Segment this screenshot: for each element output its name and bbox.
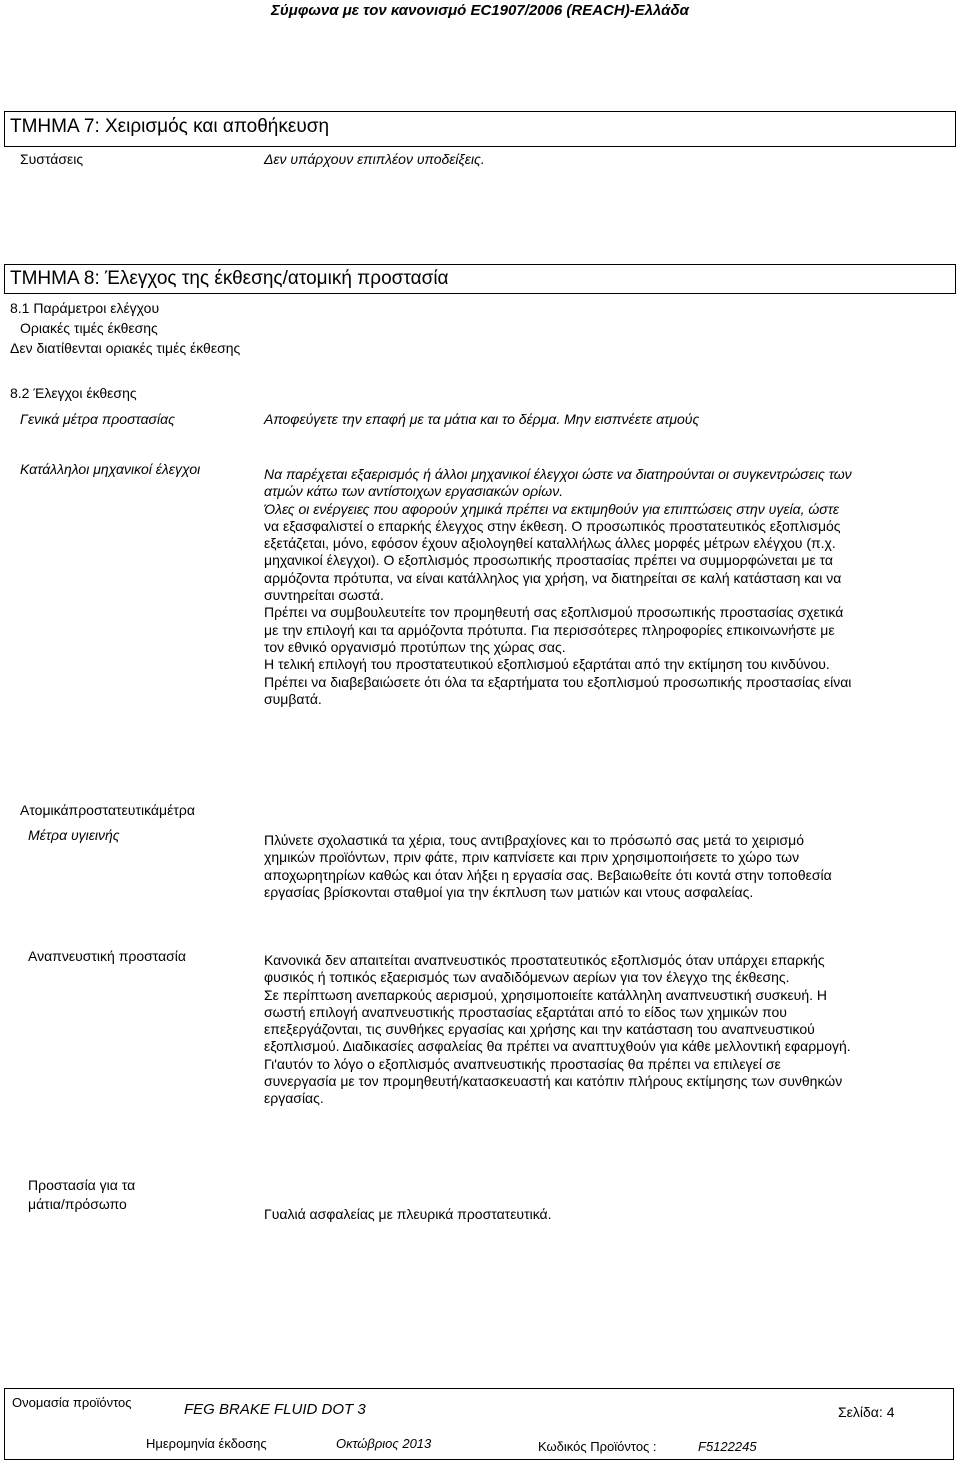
section-7-label: Συστάσεις bbox=[20, 151, 84, 167]
eye-protection-label-line: Προστασία για τα bbox=[28, 1177, 136, 1193]
engineering-line: ατμών κάτω των αντίστοιχων εργασιακών ορίων. bbox=[264, 483, 564, 500]
engineering-line: μηχανικοί έλεγχοι). Ο εξοπλισμός προσωπικής προστασίας πρέπει να συμμορφώνεται με τα bbox=[264, 552, 833, 569]
engineering-line: με την επιλογή και τα αρμόζοντα πρότυπα. Για περισσότερες πληροφορίες επικοινωνήστε με bbox=[264, 621, 835, 638]
subsection-8-1-title: 8.1 Παράμετροι ελέγχου bbox=[10, 300, 160, 316]
product-code-label: Κωδικός Προϊόντος : bbox=[538, 1439, 657, 1454]
respiratory-line: εργασίας. bbox=[264, 1090, 324, 1107]
product-name: FEG BRAKE FLUID DOT 3 bbox=[184, 1401, 366, 1418]
hygiene-line: αποχωρητηρίων καθώς και όταν λήξει η εργασία σας. Βεβαιωθείτε ότι κοντά στην τοποθεσία bbox=[264, 866, 832, 883]
document-header: Σύμφωνα με τον κανονισμό EC1907/2006 (REACH)-Ελλάδα bbox=[271, 2, 689, 19]
section-7-title: ΤΜΗΜΑ 7: Χειρισμός και αποθήκευση bbox=[10, 116, 330, 137]
engineering-line: Η τελική επιλογή του προστατευτικού εξοπλισμού εξαρτάται από την εκτίμηση του κινδύνου. bbox=[264, 656, 830, 673]
product-code: F5122245 bbox=[698, 1439, 757, 1454]
issue-date: Οκτώβριος 2013 bbox=[336, 1436, 432, 1451]
respiratory-line: φυσικός ή τοπικός εξαερισμός των αναδιδόμενων αερίων για τον έλεγχο της έκθεσης. bbox=[264, 969, 790, 986]
product-name-label: Ονομασία προϊόντος bbox=[12, 1395, 132, 1410]
hygiene-line: χημικών προϊόντων, πριν φάτε, πριν καπνίσετε και πριν χρησιμοποιήσετε το χώρο των bbox=[264, 849, 800, 866]
eye-protection-label bbox=[28, 1176, 135, 1214]
engineering-line: αρμόζοντα πρότυπα, να είναι κατάλληλος για χρήση, να διατηρείται σε καλή κατάσταση και να bbox=[264, 569, 842, 586]
engineering-line: Πρέπει να συμβουλευτείτε τον προμηθευτή σας εξοπλισμού προσωπικής προστασίας σχετικά bbox=[264, 604, 844, 621]
eye-protection-label-line: μάτια/πρόσωπο bbox=[28, 1196, 127, 1212]
engineering-line: Πρέπει να διαβεβαιώσετε ότι όλα τα εξαρτήματα του εξοπλισμού προσωπικής προστασίας είναι bbox=[264, 673, 852, 690]
respiratory-line: Σε περίπτωση ανεπαρκούς αερισμού, χρησιμοποιείτε κατάλληλη αναπνευστική συσκευή. Η bbox=[264, 986, 827, 1003]
engineering-controls-label: Κατάλληλοι μηχανικοί έλεγχοι bbox=[20, 461, 201, 477]
hygiene-line: Πλύνετε σχολαστικά τα χέρια, τους αντιβραχίονες και το πρόσωπό σας μετά το χειρισμό bbox=[264, 832, 804, 848]
engineering-line: εξετάζεται, μόνο, εφόσον έχουν αξιολογηθεί καταλλήλως άλλες μορφές μέτρων ελέγχου (π.χ. bbox=[264, 535, 836, 552]
engineering-line: τον εθνικό οργανισμό προτύπων της χώρας σας. bbox=[264, 638, 566, 655]
respiratory-line: Κανονικά δεν απαιτείται αναπνευστικός προστατευτικός εξοπλισμός όταν υπάρχει επαρκής bbox=[264, 952, 825, 968]
engineering-line: συμβατά. bbox=[264, 690, 322, 707]
section-7-value: Δεν υπάρχουν επιπλέον υποδείξεις. bbox=[264, 151, 485, 167]
page-label: Σελίδα: bbox=[838, 1404, 883, 1420]
respiratory-line: επεξεργάζονται, τις συνθήκες εργασίας και χρήσης και την κατάσταση του αναπνευστικού bbox=[264, 1021, 815, 1038]
respiratory-label: Αναπνευστική προστασία bbox=[28, 948, 187, 964]
engineering-line: Να παρέχεται εξαερισμός ή άλλοι μηχανικοί έλεγχοι ώστε να διατηρούνται οι συγκεντρώσεις των bbox=[264, 466, 852, 482]
hygiene-line: εργασίας βρίσκονται σταθμοί για την έκπλυση των ματιών και ντους ασφαλείας. bbox=[264, 883, 754, 900]
subsection-8-2-title: 8.2 Έλεγχοι έκθεσης bbox=[10, 385, 137, 401]
eye-protection-value: Γυαλιά ασφαλείας με πλευρικά προστατευτικά. bbox=[264, 1206, 552, 1222]
issue-date-label: Ημερομηνία έκδοσης bbox=[146, 1436, 267, 1451]
respiratory-text bbox=[264, 952, 934, 1108]
general-measures-label: Γενικά μέτρα προστασίας bbox=[20, 411, 175, 427]
engineering-line: συντηρείται σωστά. bbox=[264, 587, 384, 604]
engineering-controls-text bbox=[264, 466, 934, 708]
exposure-limits-value: Δεν διατίθενται οριακές τιμές έκθεσης bbox=[10, 340, 241, 356]
hygiene-label: Μέτρα υγιεινής bbox=[28, 827, 120, 843]
engineering-line: Όλες οι ενέργειες που αφορούν χημικά πρέπει να εκτιμηθούν για επιπτώσεις στην υγεία, ώστε bbox=[264, 500, 840, 517]
page-number: 4 bbox=[886, 1404, 895, 1420]
respiratory-line: Γι'αυτόν το λόγο ο εξοπλισμός αναπνευστικής προστασίας θα πρέπει να επιλεγεί σε bbox=[264, 1055, 781, 1072]
respiratory-line: σωστή επιλογή αναπνευστικής προστασίας εξαρτάται από το είδος των χημικών που bbox=[264, 1003, 787, 1020]
exposure-limits-label: Οριακές τιμές έκθεσης bbox=[20, 320, 158, 336]
respiratory-line: συνεργασία με τον προμηθευτή/κατασκευαστή και κατόπιν πλήρους εκτίμησης των συνθηκών bbox=[264, 1073, 843, 1090]
page-indicator bbox=[838, 1404, 894, 1420]
general-measures-value: Αποφεύγετε την επαφή με τα μάτια και το δέρμα. Μην εισπνέετε ατμούς bbox=[264, 411, 700, 427]
hygiene-text bbox=[264, 832, 934, 901]
respiratory-line: εξοπλισμού. Διαδικασίες ασφαλείας θα πρέπει να αναπτυχθούν για κάθε μελλοντική εφαρμογή. bbox=[264, 1038, 851, 1055]
section-8-title: ΤΜΗΜΑ 8: Έλεγχος της έκθεσης/ατομική προστασία bbox=[10, 268, 449, 289]
ppe-heading: Ατομικάπροστατευτικάμέτρα bbox=[20, 802, 195, 818]
engineering-line: να εξασφαλιστεί ο επαρκής έλεγχος στην έκθεση. Ο προσωπικός προστατευτικός εξοπλισμός bbox=[264, 517, 841, 534]
